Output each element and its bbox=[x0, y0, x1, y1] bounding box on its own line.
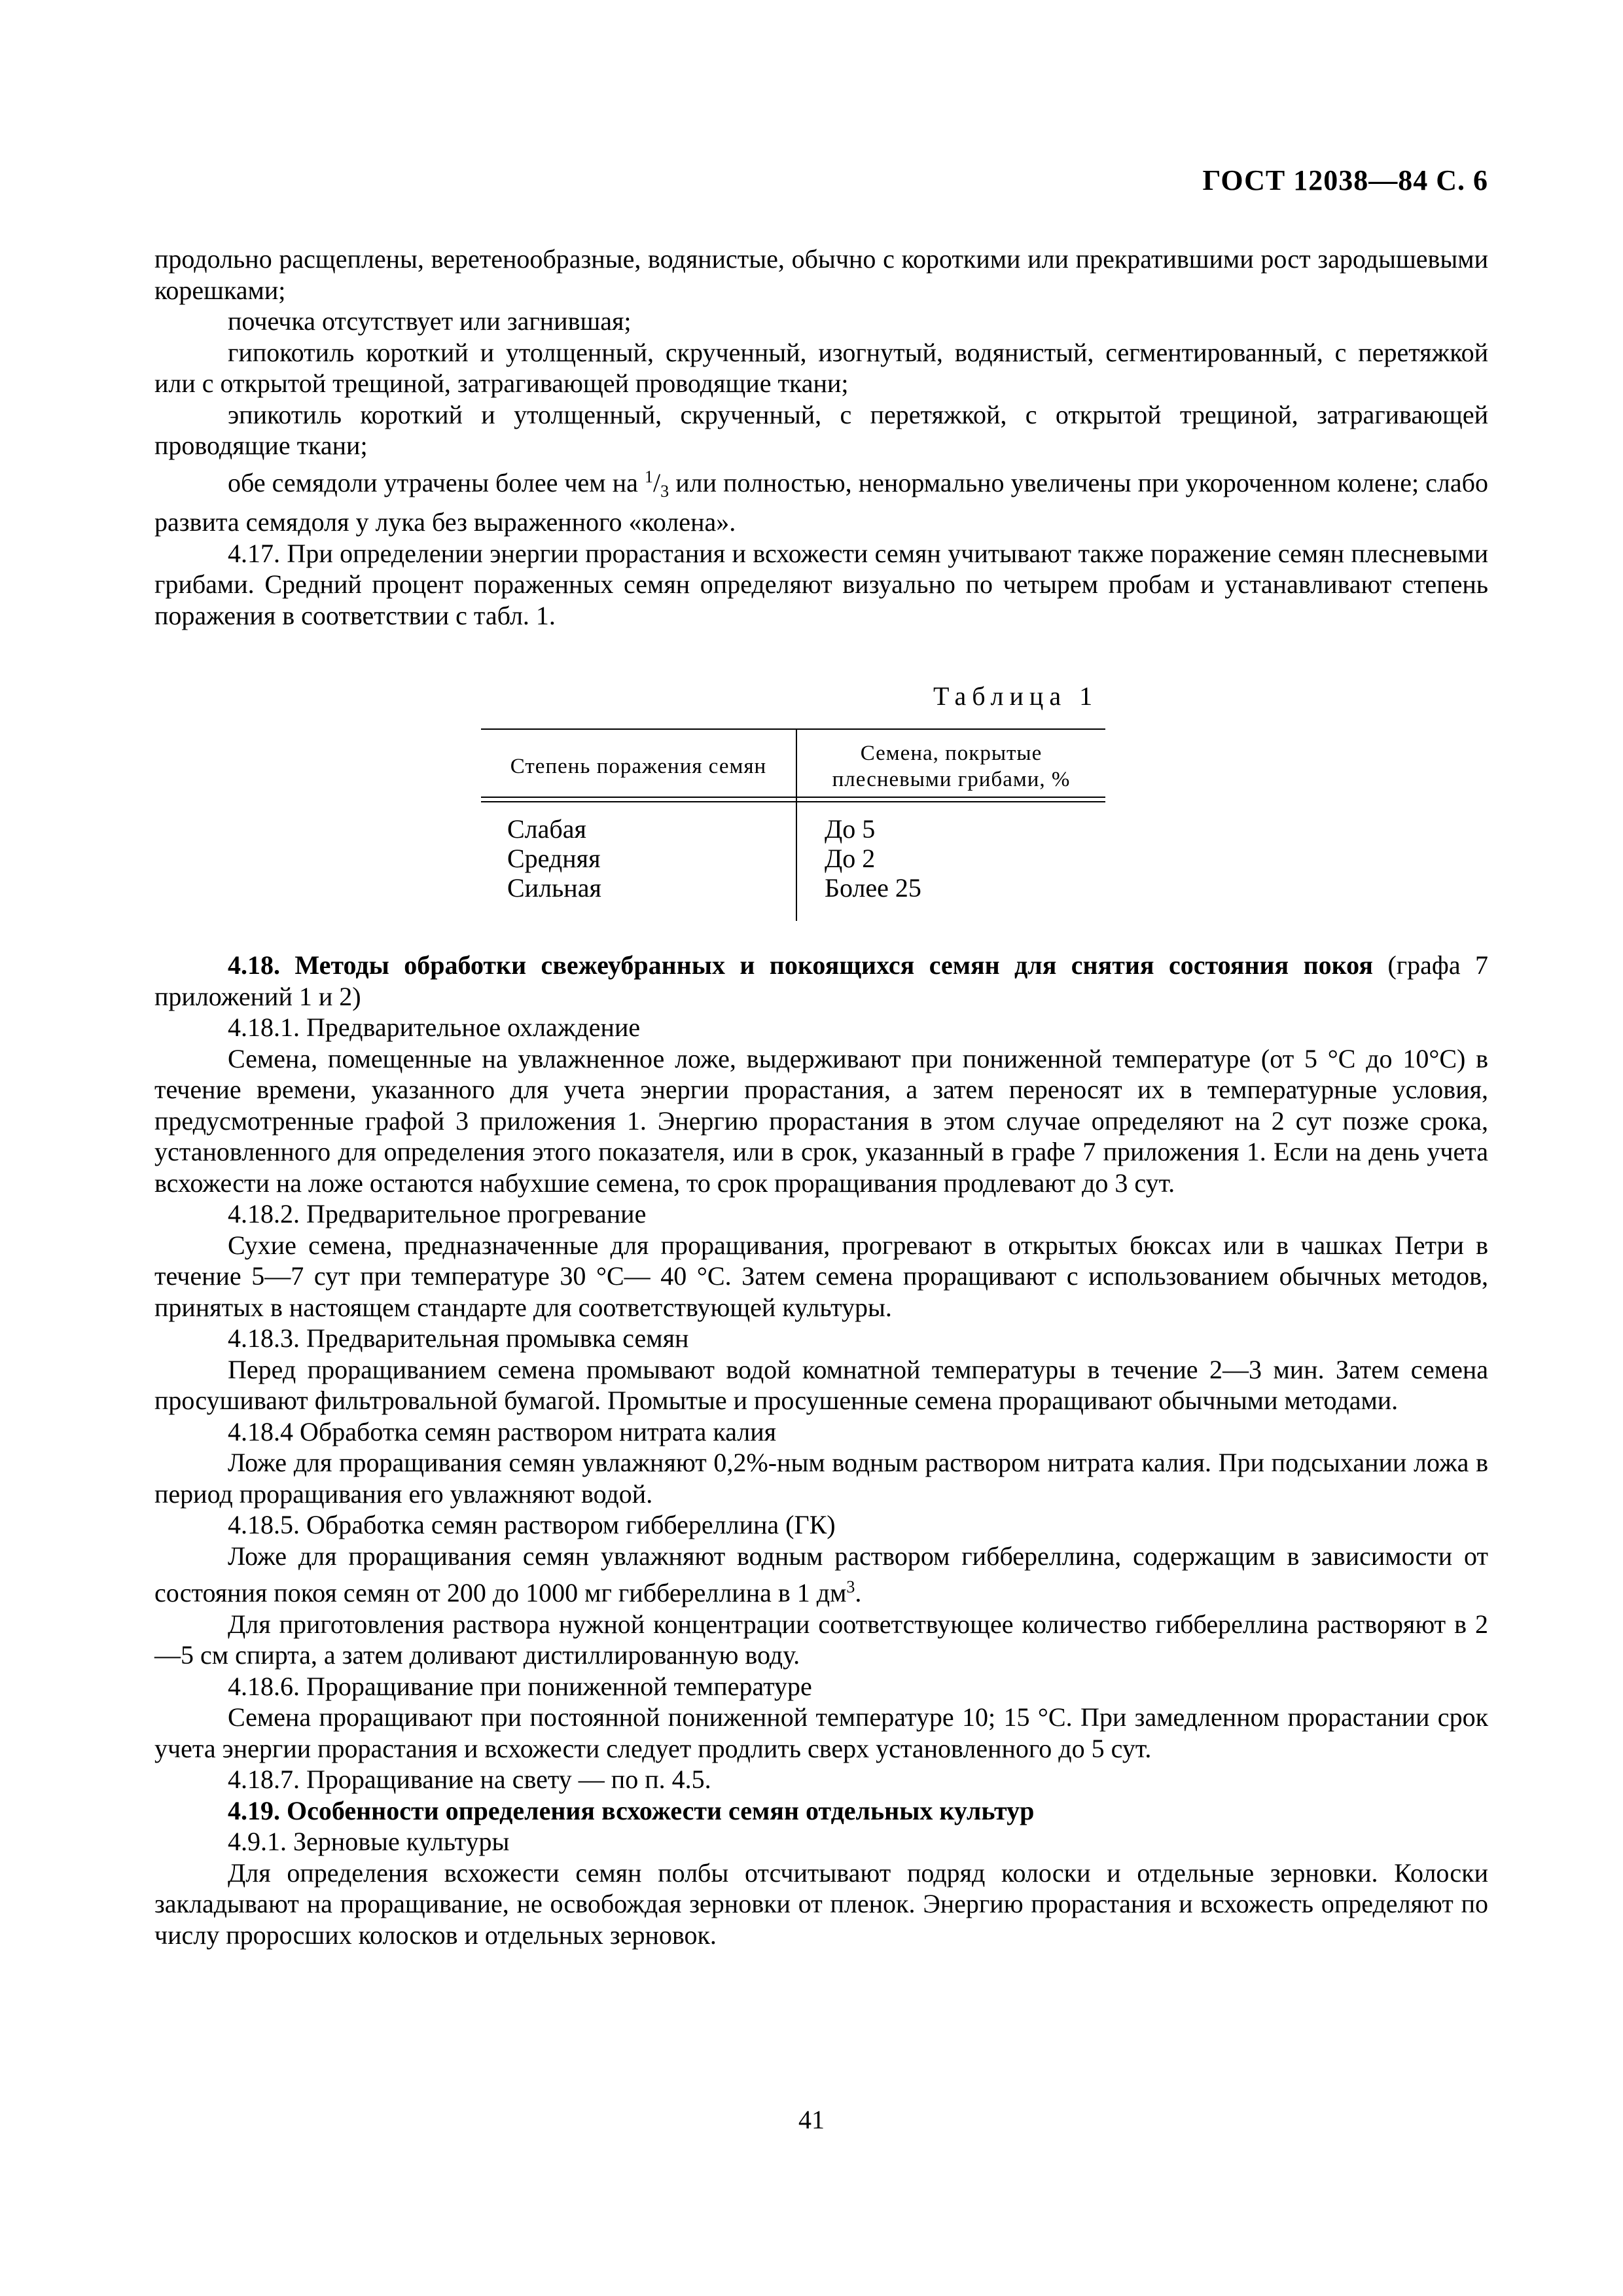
table-header-share-line-1: Семена, покрытые bbox=[860, 742, 1043, 765]
subsection-title: 4.18.5. Обработка семян раствором гиббереллина (ГК) bbox=[228, 1510, 836, 1539]
page-header: ГОСТ 12038—84 С. 6 bbox=[1202, 164, 1488, 196]
fraction-numerator: 1 bbox=[644, 467, 653, 486]
paragraph: почечка отсутствует или загнившая; bbox=[228, 306, 632, 336]
table-header-degree: Степень поражения семян bbox=[510, 755, 767, 778]
table-cell-degree: Средняя bbox=[507, 844, 601, 873]
subsection-title: 4.18.7. Проращивание на свету — по п. 4.5. bbox=[228, 1765, 711, 1794]
body-bottom bbox=[154, 950, 1488, 1950]
table-title: Таблица 1 bbox=[933, 681, 1099, 711]
table-cell-degree: Сильная bbox=[507, 873, 601, 903]
paragraph: Ложе для проращивания семян увлажняют 0,2%-ным водным раствором нитрата калия. При подсыхании ложа в период проращивания его увлажняют водой. bbox=[154, 1448, 1488, 1509]
paragraph: Для приготовления раствора нужной концентрации соответствующее количество гиббереллина растворяют в 2—5 см спирта, а затем доливают дистиллированную воду. bbox=[154, 1609, 1488, 1670]
fraction-denominator: 3 bbox=[660, 481, 669, 501]
subsection-title: 4.18.1. Предварительное охлаждение bbox=[228, 1013, 641, 1042]
page-number: 41 bbox=[798, 2105, 825, 2134]
superscript: 3 bbox=[846, 1577, 855, 1596]
paragraph: Семена проращивают при постоянной пониженной температуре 10; 15 °С. При замедленном прорастании срок учета энергии прорастания и всхожести следует продлить сверх установленного до 5 сут. bbox=[154, 1702, 1488, 1763]
subsection-title: 4.18.6. Проращивание при пониженной температуре bbox=[228, 1671, 812, 1701]
table-header-rule bbox=[481, 801, 1105, 802]
paragraph: продольно расщеплены, веретенообразные, водянистые, обычно с короткими или прекратившими рост зародышевыми корешками; bbox=[154, 244, 1488, 305]
subsection-title: 4.18.4 Обработка семян раствором нитрата калия bbox=[228, 1416, 777, 1446]
cotyledon-paragraph bbox=[154, 461, 1488, 538]
table-header-rule bbox=[481, 797, 1105, 798]
paragraph: гипокотиль короткий и утолщенный, скрученный, изогнутый, водянистый, сегментированный, с перетяжкой или с открытой трещиной, затрагивающей проводящие ткани; bbox=[154, 337, 1488, 398]
section-title-bold: 4.18. Методы обработки свежеубранных и покоящихся семян для снятия состояния покоя bbox=[228, 950, 1374, 980]
section-4-19-title: 4.19. Особенности определения всхожести семян отдельных культур bbox=[228, 1795, 1035, 1825]
paragraph: Сухие семена, предназначенные для проращивания, прогревают в открытых бюксах или в чашках Петри в течение 5—7 сут при температуре 30 °С— 40 °С. Затем семена проращивают с использованием обычных методов, принятых в настоящем стандарте для соответствующей культуры. bbox=[154, 1230, 1488, 1322]
section-title-rest: (графа 7 приложений 1 и 2) bbox=[154, 950, 1489, 1011]
body-top bbox=[154, 243, 1488, 631]
table-header-share-line-2: плесневыми грибами, % bbox=[832, 768, 1071, 791]
text-run: Ложе для проращивания семян увлажняют водным раствором гиббереллина, содержащим в зависимости от состояния покоя семян от 200 до 1000 мг гиббереллина в 1 дм bbox=[154, 1541, 1488, 1607]
paragraph: Для определения всхожести семян полбы отсчитывают подряд колоски и отдельные зерновки. Колоски закладывают на проращивание, не освобождая зерновки от пленок. Энергию прорастания и всхожесть определяют по числу проросших колосков и отдельных зерновок. bbox=[154, 1857, 1488, 1950]
table-cell-degree: Слабая bbox=[507, 814, 586, 844]
fraction-slash: / bbox=[652, 467, 661, 497]
paragraph: Семена, помещенные на увлажненное ложе, выдерживают при пониженной температуре (от 5 °С до 10°С) в течение времени, указанного для учета энергии прорастания, а затем переносят их в температурные условия, предусмотренные графой 3 приложения 1. Энергию прорастания в этом случае определяют на 2 сут позже срока, установленного для определения этого показателя, или в срок, указанный в графе 7 приложения 1. Если на день учета всхожести на ложе остаются набухшие семена, то срок проращивания продлевают до 3 сут. bbox=[154, 1043, 1488, 1198]
section-4-18-title bbox=[154, 950, 1488, 1012]
text-run: или полностью, ненормально увеличены при укороченном колене; слабо развита семядоля у лука без выраженного «колена». bbox=[154, 467, 1488, 537]
table-cell-value: До 5 bbox=[825, 814, 876, 844]
paragraph bbox=[154, 1541, 1488, 1609]
table-cell-value: Более 25 bbox=[825, 873, 921, 903]
paragraph: Перед проращиванием семена промывают водой комнатной температуры в течение 2—3 мин. Затем семена просушивают фильтровальной бумагой. Промытые и просушенные семена проращивают обычными методами. bbox=[154, 1354, 1488, 1415]
text-run: . bbox=[855, 1578, 862, 1607]
table-cell-value: До 2 bbox=[825, 844, 876, 873]
paragraph-4-17: 4.17. При определении энергии прорастания и всхожести семян учитывают также поражение семян плесневыми грибами. Средний процент пораженных семян определяют визуально по четырем пробам и устанавливают степень поражения в соответствии с табл. 1. bbox=[154, 538, 1488, 630]
subsection-title: 4.18.3. Предварительная промывка семян bbox=[228, 1323, 689, 1353]
paragraph: эпикотиль короткий и утолщенный, скрученный, с перетяжкой, с открытой трещиной, затрагивающей проводящие ткани; bbox=[154, 399, 1488, 460]
subsection-title: 4.18.2. Предварительное прогревание bbox=[228, 1199, 647, 1229]
text-run: обе семядоли утрачены более чем на bbox=[228, 467, 645, 497]
subsection-title: 4.9.1. Зерновые культуры bbox=[228, 1827, 510, 1856]
table-1 bbox=[481, 728, 1105, 921]
table-top-rule bbox=[481, 728, 1105, 730]
table-header-share bbox=[797, 740, 1105, 793]
